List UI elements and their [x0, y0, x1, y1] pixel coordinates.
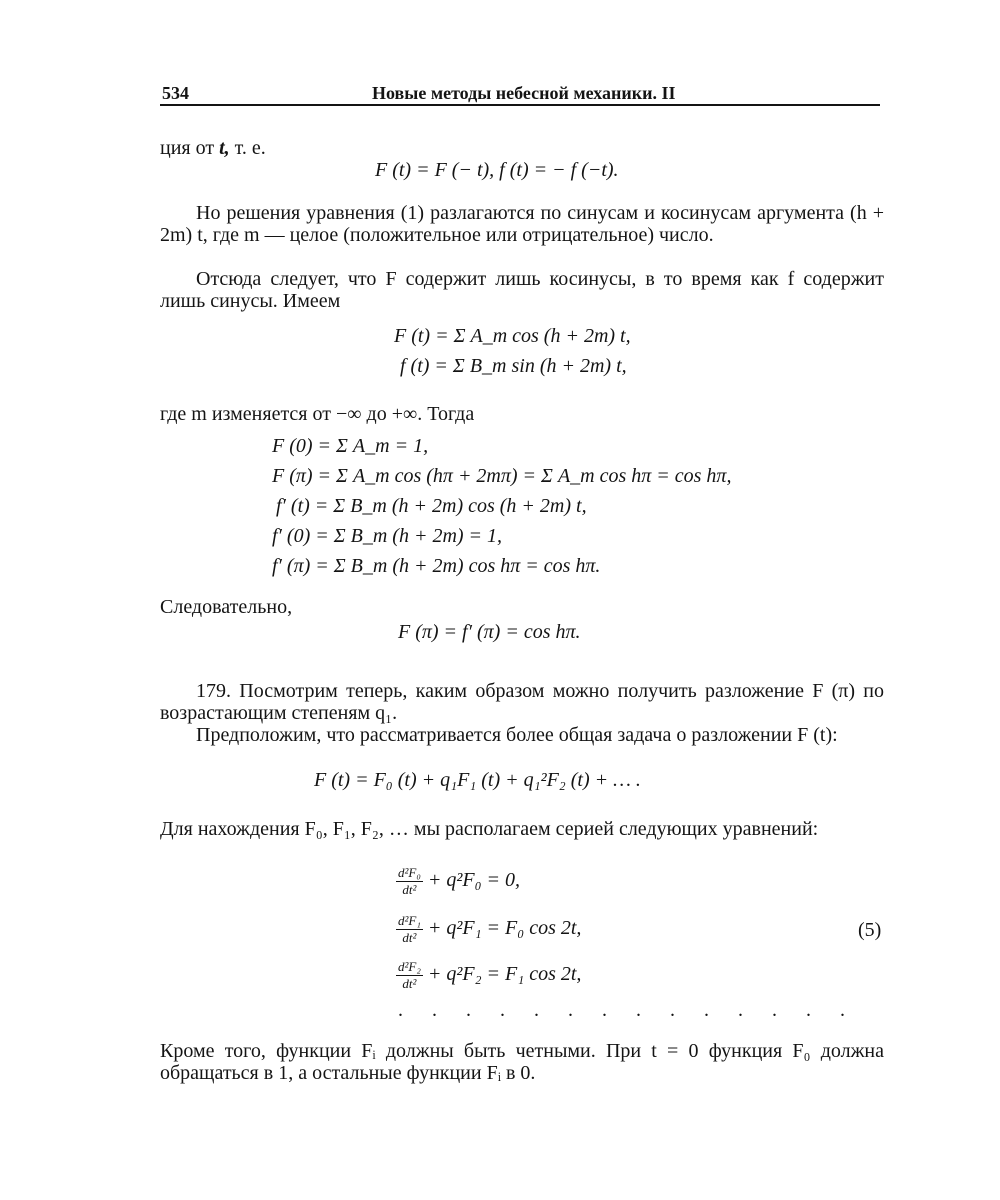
continuation-line	[160, 138, 266, 158]
header-rule	[160, 104, 880, 106]
equation-fprime-pi: f′ (π) = Σ B_m (h + 2m) cos hπ = cos hπ.	[272, 555, 601, 577]
equation-f-series: f (t) = Σ B_m sin (h + 2m) t,	[400, 355, 627, 377]
system-eq-2-rest: + q²F₂ = F₁ cos 2t,	[427, 963, 582, 986]
equation-F0: F (0) = Σ A_m = 1,	[272, 435, 429, 457]
system-eq-1	[396, 914, 581, 945]
system-eq-2	[396, 960, 581, 991]
paragraph-system-intro: Для нахождения F₀, F₁, F₂, … мы располагаем серией следующих уравнений:	[160, 818, 819, 840]
paragraph-consequently: Следовательно,	[160, 596, 293, 618]
equation-parity: F (t) = F (− t), f (t) = − f (−t).	[375, 159, 619, 181]
page-number: 534	[162, 83, 189, 103]
paragraph-cosines: Отсюда следует, что F содержит лишь косинусы, в то время как f содержит лишь синусы. Имеем	[160, 268, 884, 312]
system-eq-0-rest: + q²F₀ = 0,	[427, 869, 521, 892]
var-t: t,	[219, 137, 230, 159]
paragraph-general-problem: Предположим, что рассматривается более общая задача о разложении F (t):	[196, 724, 838, 746]
equation-fprime-0: f′ (0) = Σ B_m (h + 2m) = 1,	[272, 525, 503, 547]
system-dots: . . . . . . . . . . . . . .	[398, 999, 857, 1021]
equation-expansion: F (t) = F₀ (t) + q₁F₁ (t) + q₁²F₂ (t) + … .	[314, 769, 641, 791]
paragraph-range: где m изменяется от −∞ до +∞. Тогда	[160, 403, 475, 425]
running-title: Новые методы небесной механики. II	[372, 83, 676, 103]
system-eq-1-rest: + q²F₁ = F₀ cos 2t,	[427, 917, 582, 940]
equation-fprime-t: f′ (t) = Σ B_m (h + 2m) cos (h + 2m) t,	[276, 495, 587, 517]
paragraph-solutions: Но решения уравнения (1) разлагаются по синусам и косинусам аргумента (h + 2m) t, где m — целое (положительное или отрицательное) число.	[160, 202, 884, 246]
equation-result: F (π) = f′ (π) = cos hπ.	[398, 621, 581, 643]
system-eq-0	[396, 866, 520, 897]
paragraph-even-functions: Кроме того, функции Fᵢ должны быть четными. При t = 0 функция F₀ должна обращаться в 1, а остальные функции Fᵢ в 0.	[160, 1040, 884, 1084]
fraction-d2F1: $\frac{\text{d²F₁}}{\text{dt²}}$	[398, 913, 421, 945]
equation-Fpi: F (π) = Σ A_m cos (hπ + 2mπ) = Σ A_m cos hπ = cos hπ,	[272, 465, 732, 487]
equation-label-5: (5)	[858, 919, 882, 941]
continuation-tail: т. е.	[234, 137, 266, 159]
equation-F-series: F (t) = Σ A_m cos (h + 2m) t,	[394, 325, 631, 347]
fraction-d2F2: $\frac{\text{d²F₂}}{\text{dt²}}$	[398, 959, 421, 991]
paragraph-section-179: 179. Посмотрим теперь, каким образом можно получить разложение F (π) по возрастающим степеням q₁.	[160, 680, 884, 724]
fraction-d2F0: $\frac{\text{d²F₀}}{\text{dt²}}$	[398, 865, 421, 897]
continuation-text: ция от	[160, 137, 215, 159]
